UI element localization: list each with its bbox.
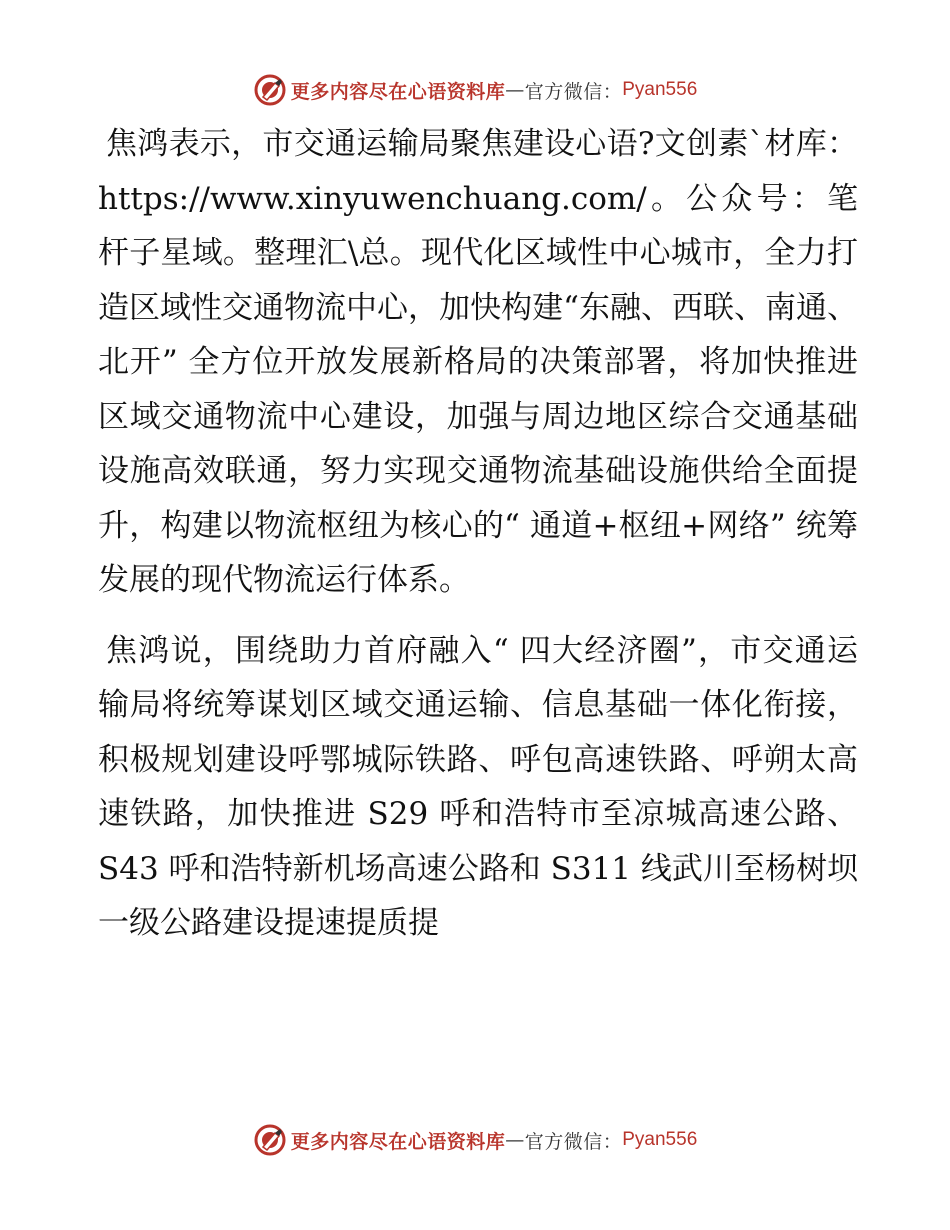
banner-site-text: 更多内容尽在心语资料库 [290, 80, 506, 103]
brand-logo-icon [253, 73, 287, 107]
header-banner [0, 70, 950, 110]
brand-logo-icon [253, 1123, 287, 1157]
footer-separator: — [505, 1129, 525, 1151]
paragraph-1: 焦鸿表示，市交通运输局聚焦建设心语?文创素`材库：https://www.xinyuwenchuang.com/。公众号：笔杆子星域。整理汇\总。现代化区域性中心城市，全力打造区域性交通物流中心，加快构建“东融、西联、南通、北开” 全方位开放发展新格局的决策部署，将加快推进区域交通物流中心建设，加强与周边地区综合交通基础设施高效联通，努力实现交通物流基础设施供给全面提升，构建以物流枢纽为核心的“ 通道+枢纽+网络” 统筹发展的现代物流运行体系。 [98, 126, 858, 598]
footer-wechat-label: 官方微信： [524, 1130, 623, 1153]
document-body [98, 117, 858, 967]
footer-wechat-id: Pyan556 [622, 1129, 698, 1150]
footer-banner [0, 1120, 950, 1160]
banner-wechat-label: 官方微信： [524, 80, 623, 103]
footer-site-text: 更多内容尽在心语资料库 [290, 1130, 506, 1153]
banner-wechat-id: Pyan556 [622, 79, 698, 100]
banner-separator: — [505, 79, 525, 101]
paragraph-2: 焦鸿说，围绕助力首府融入“ 四大经济圈”，市交通运输局将统筹谋划区域交通运输、信息基础一体化衔接，积极规划建设呼鄂城际铁路、呼包高速铁路、呼朔太高速铁路，加快推进 S29 呼和浩特市至凉城高速公路、 S43 呼和浩特新机场高速公路和 S311 线武川至杨树坝一级公路建设提速提质提 [98, 632, 858, 941]
